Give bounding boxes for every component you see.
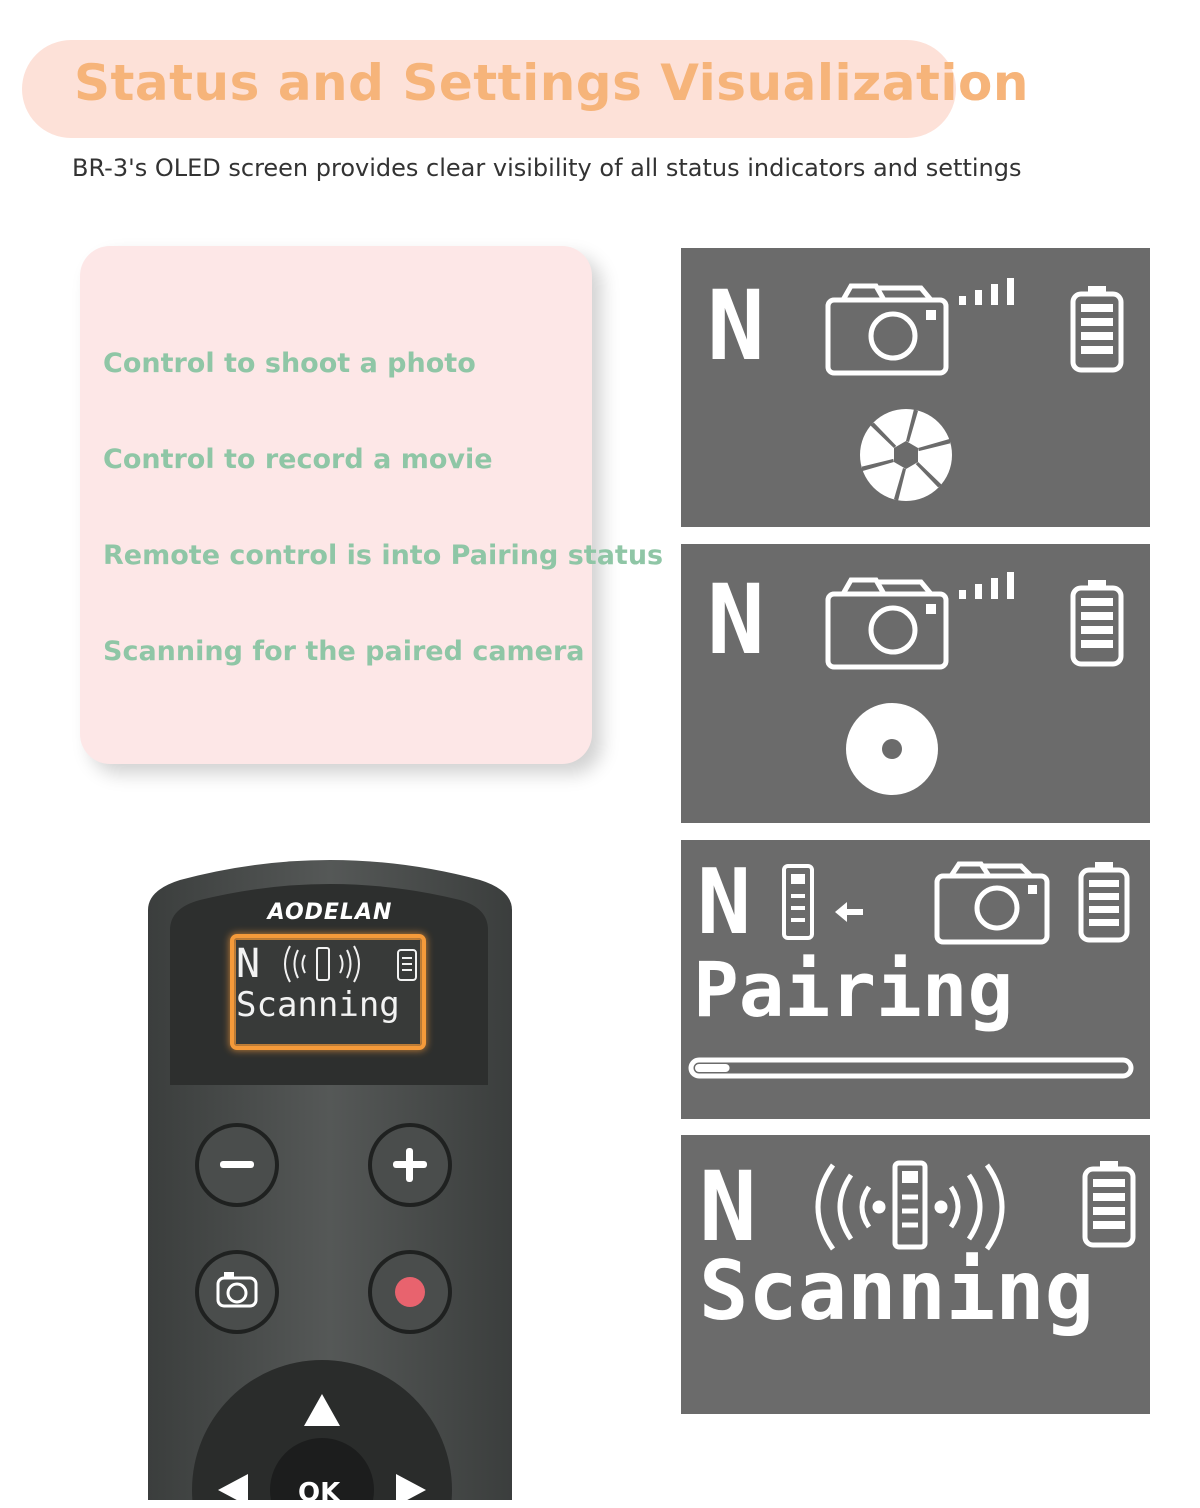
title-banner [22, 40, 1029, 138]
remote-control [140, 850, 520, 1508]
ok-button-label[interactable]: OK [298, 1478, 341, 1508]
mode-letter: N [707, 564, 765, 676]
battery-icon [1085, 1161, 1133, 1245]
pairing-progress-fill [695, 1064, 730, 1072]
plus-button [368, 1123, 452, 1207]
arrow-left-icon [835, 902, 863, 922]
record-button [368, 1250, 452, 1334]
signal-bars-icon [959, 278, 1014, 305]
mode-letter: N [699, 1151, 757, 1263]
scanning-status-text: Scanning [699, 1244, 1094, 1339]
remote-screen-status: Scanning [236, 985, 400, 1025]
mode-letter: N [697, 850, 752, 955]
oled-screen-pairing [681, 840, 1150, 1119]
oled-screen-photo [681, 248, 1150, 527]
page-title: Status and Settings Visualization [74, 54, 1029, 112]
shutter-aperture-icon [860, 409, 952, 501]
page-subtitle: BR-3's OLED screen provides clear visibility of all status indicators and settings [72, 154, 1022, 182]
wireless-remote-icon [818, 1163, 1002, 1249]
feature-pairing: Remote control is into Pairing status [103, 540, 664, 571]
feature-card [80, 246, 664, 764]
brand-logo: AODELAN [267, 900, 393, 925]
feature-movie: Control to record a movie [103, 444, 493, 475]
remote-screen-mode: N [236, 941, 261, 987]
battery-icon [1073, 580, 1121, 664]
battery-icon [1073, 286, 1121, 370]
oled-screen-scanning [681, 1135, 1150, 1414]
minus-button [195, 1123, 279, 1207]
pairing-progress-bar [691, 1060, 1131, 1076]
feature-scanning: Scanning for the paired camera [103, 636, 585, 667]
feature-photo: Control to shoot a photo [103, 348, 476, 379]
camera-icon [937, 864, 1047, 942]
camera-icon [828, 580, 946, 667]
record-dot-icon [846, 703, 938, 795]
oled-screen-movie [681, 544, 1150, 823]
mode-letter: N [707, 270, 765, 382]
signal-bars-icon [959, 572, 1014, 599]
remote-icon [784, 866, 812, 938]
camera-button [195, 1250, 279, 1334]
camera-icon [828, 286, 946, 373]
pairing-status-text: Pairing [693, 945, 1014, 1034]
battery-icon [1081, 862, 1127, 940]
